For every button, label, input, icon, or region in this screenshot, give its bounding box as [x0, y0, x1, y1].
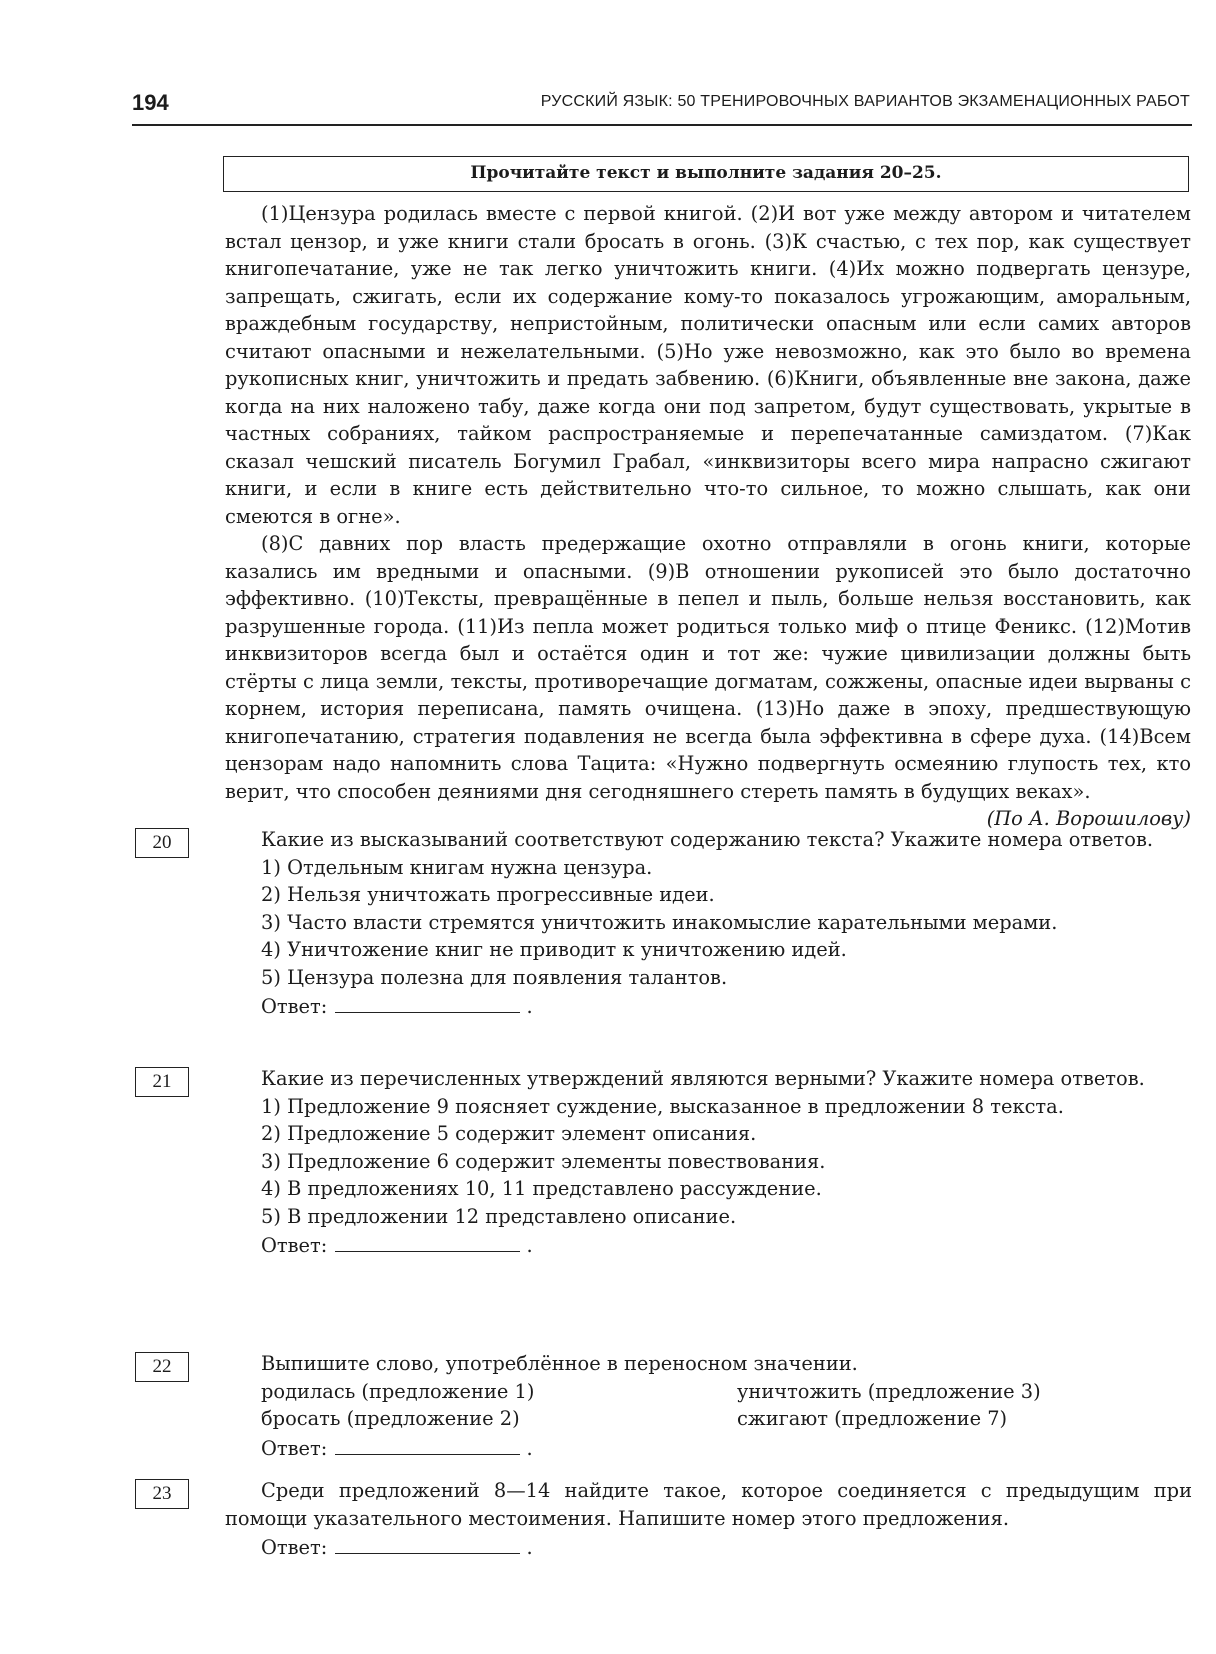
answer-option: 3) Предложение 6 содержит элементы повествования.	[261, 1149, 826, 1173]
answer-option: родилась (предложение 1)	[261, 1379, 535, 1403]
answer-option: 3) Часто власти стремятся уничтожить инакомыслие карательными мерами.	[261, 910, 1058, 934]
answer-option: 2) Нельзя уничтожать прогрессивные идеи.	[261, 883, 715, 906]
task-22	[135, 1350, 1192, 1462]
answer-option: уничтожить (предложение 3)	[737, 1379, 1041, 1403]
text-paragraph-1: (1)Цензура родилась вместе с первой книгой. (2)И вот уже между автором и читателем встал цензор, и уже книги стали бросать в огонь. (3)К счастью, с тех пор, как существует книгопечатание, уже не так легко уничтожить книги. (4)Их можно подвергать цензуре, запрещать, сжигать, если их содержание кому-то показалось угрожающим, аморальным, враждебным государству, непристойным, политически опасным или если самих авторов считают опасными и нежелательными. (5)Но уже невозможно, как это было во времена рукописных книг, уничтожить и предать забвению. (6)Книги, объявленные вне закона, даже когда на них наложено табу, даже когда они под запретом, будут существовать, укрытые в частных собраниях, тайком распространяемые и перепечатанные самиздатом. (7)Как сказал чешский писатель Богумил Грабал, «инквизиторы всего мира напрасно сжигают книги, и если в книге есть действительно что-то сильное, то можно слышать, как они смеются в огне».	[225, 202, 1191, 528]
task-23	[135, 1477, 1192, 1562]
answer-row: Ответ: .	[261, 1536, 533, 1559]
task-21	[135, 1065, 1192, 1260]
task-number-box: 20	[135, 828, 189, 858]
task-question: Какие из высказываний соответствуют содержанию текста? Укажите номера ответов.	[261, 828, 1154, 851]
answer-option: 5) Цензура полезна для появления талантов.	[261, 965, 728, 989]
answer-blank[interactable]	[335, 998, 520, 1013]
answer-label: Ответ:	[261, 1436, 328, 1460]
answer-blank[interactable]	[335, 1237, 520, 1252]
page-header	[132, 84, 1192, 126]
running-title: РУССКИЙ ЯЗЫК: 50 ТРЕНИРОВОЧНЫХ ВАРИАНТОВ ЭКЗАМЕНАЦИОННЫХ РАБОТ	[540, 93, 1190, 110]
answer-option: 1) Предложение 9 поясняет суждение, высказанное в предложении 8 текста.	[261, 1094, 1064, 1118]
answer-option: бросать (предложение 2)	[261, 1407, 520, 1430]
task-number-box: 21	[135, 1067, 189, 1097]
answer-option: 4) В предложениях 10, 11 представлено рассуждение.	[261, 1177, 822, 1200]
answer-row: Ответ: .	[261, 995, 533, 1018]
text-paragraph-2: (8)С давних пор власть предержащие охотно отправляли в огонь книги, которые казались им вредными и опасными. (9)В отношении рукописей это было достаточно эффективно. (10)Тексты, превращённые в пепел и пыль, больше нельзя восстановить, как разрушенные города. (11)Из пепла может родиться только миф о птице Феникс. (12)Мотив инквизиторов всегда был и остаётся один и тот же: чужие цивилизации должны быть стёрты с лица земли, тексты, противоречащие догматам, сожжены, опасные идеи вырваны с корнем, история переписана, память очищена. (13)Но даже в эпоху, предшествующую книгопечатанию, стратегия подавления не всегда была эффективна в сфере духа. (14)Всем цензорам надо напомнить слова Тацита: «Нужно подвергнуть осмеянию глупость тех, кто верит, что способен деяниями дня сегодняшнего стереть память в будущих веках».	[225, 532, 1191, 803]
task-question: Какие из перечисленных утверждений являются верными? Укажите номера ответов.	[261, 1067, 1145, 1090]
answer-option: 2) Предложение 5 содержит элемент описания.	[261, 1122, 757, 1145]
page-number: 194	[132, 90, 169, 115]
answer-row: Ответ: .	[261, 1436, 533, 1460]
answer-label: Ответ:	[261, 1536, 328, 1559]
answer-blank[interactable]	[335, 1440, 520, 1455]
task-number-box: 22	[135, 1352, 189, 1382]
reading-text	[225, 200, 1191, 833]
task-question: Выпишите слово, употреблённое в переносном значении.	[261, 1352, 858, 1375]
answer-option: 5) В предложении 12 представлено описание.	[261, 1204, 737, 1228]
answer-option: сжигают (предложение 7)	[737, 1407, 1008, 1430]
instruction-box: Прочитайте текст и выполните задания 20–25.	[223, 156, 1189, 192]
task-number-box: 23	[135, 1479, 189, 1509]
answer-option: 4) Уничтожение книг не приводит к уничтожению идей.	[261, 938, 847, 961]
answer-option: 1) Отдельным книгам нужна цензура.	[261, 855, 653, 879]
text-author: (По А. Ворошилову)	[986, 807, 1191, 830]
answer-row: Ответ: .	[261, 1234, 533, 1257]
options-grid	[225, 1378, 1192, 1433]
task-20	[135, 826, 1192, 1021]
answer-label: Ответ:	[261, 995, 328, 1018]
answer-label: Ответ:	[261, 1234, 328, 1257]
task-question: Среди предложений 8—14 найдите такое, которое соединяется с предыдущим при помощи указательного местоимения. Напишите номер этого предложения.	[225, 1479, 1192, 1530]
answer-blank[interactable]	[335, 1539, 520, 1554]
